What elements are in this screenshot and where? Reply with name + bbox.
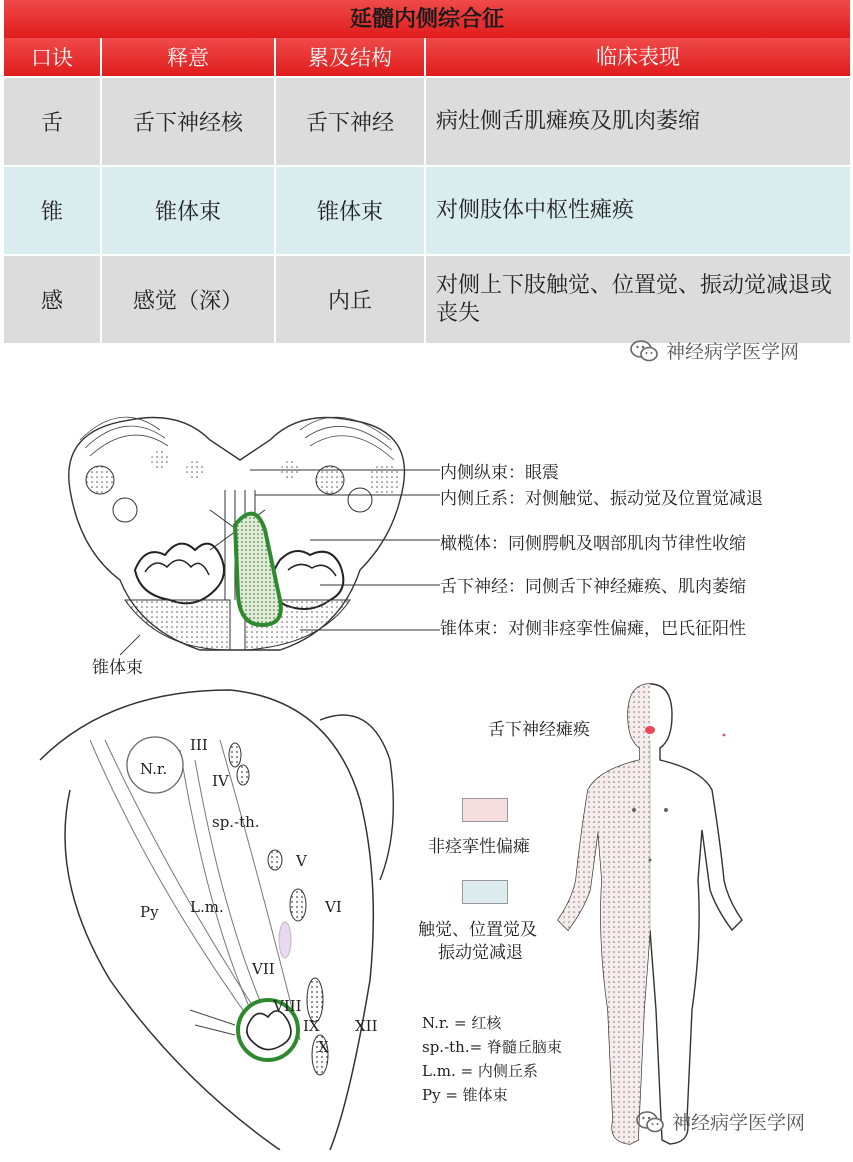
label-v: V	[296, 852, 307, 870]
legend-hemiplegia: 非痉挛性偏瘫	[428, 837, 530, 857]
cell-mnemonic: 感	[4, 256, 102, 343]
anatomy-figure	[0, 380, 853, 1162]
label-medial-lemniscus: 内侧丘系：对侧触觉、振动觉及位置觉减退	[440, 489, 763, 509]
cell-meaning: 感觉（深）	[102, 256, 276, 343]
table-row	[4, 167, 850, 256]
table-title: 延髓内侧综合征	[4, 0, 850, 38]
cell-clinical: 对侧上下肢触觉、位置觉、振动觉减退或丧失	[436, 272, 833, 326]
legend-swatch-hemiplegia	[462, 798, 508, 822]
legend-swatch-sensory	[462, 880, 508, 904]
label-xii: XII	[355, 1017, 378, 1035]
cell-structure: 内丘	[276, 256, 426, 343]
cell-clinical: 病灶侧舌肌瘫痪及肌肉萎缩	[436, 108, 701, 134]
legend-tongue-palsy: 舌下神经瘫痪	[488, 720, 590, 740]
label-x: X	[318, 1038, 329, 1056]
label-pyramid-tract: 锥体束	[92, 658, 143, 678]
label-py: Py	[140, 903, 159, 921]
medulla-section-diagram	[40, 400, 480, 680]
table-row	[4, 256, 850, 345]
header-meaning: 释意	[102, 38, 276, 76]
label-olive: 橄榄体：同侧腭帆及咽部肌肉节律性收缩	[440, 534, 746, 554]
watermark-text: 神经病学医学网	[672, 1112, 806, 1134]
label-nr: N.r.	[140, 760, 168, 778]
label-pyramidal: 锥体束：对侧非痉挛性偏瘫，巴氏征阳性	[440, 619, 746, 639]
wechat-icon	[636, 1110, 666, 1134]
watermark-top	[630, 337, 799, 364]
legend-sensory-2: 振动觉减退	[438, 943, 523, 963]
label-mlf: 内侧纵束：眼震	[440, 463, 559, 483]
table-row	[4, 78, 850, 167]
header-clinical: 临床表现	[426, 38, 850, 76]
label-spth: sp.-th.	[212, 813, 260, 831]
label-vi: VI	[325, 898, 342, 916]
label-hypoglossal: 舌下神经：同侧舌下神经瘫痪、肌肉萎缩	[440, 577, 746, 597]
table-header-row	[4, 38, 850, 78]
abbrev-py: Py = 锥体束	[422, 1086, 508, 1104]
label-lm: L.m.	[190, 898, 224, 916]
label-ix: IX	[303, 1017, 320, 1035]
cell-meaning: 舌下神经核	[102, 78, 276, 165]
label-iv: IV	[212, 772, 229, 790]
abbrev-spth: sp.-th.= 脊髓丘脑束	[422, 1038, 562, 1056]
cell-mnemonic: 舌	[4, 78, 102, 165]
label-viii: VIII	[273, 997, 302, 1015]
syndrome-table	[4, 0, 850, 345]
cell-clinical: 对侧肢体中枢性瘫痪	[436, 197, 635, 223]
cell-mnemonic: 锥	[4, 167, 102, 254]
abbrev-lm: L.m. = 内侧丘系	[422, 1062, 538, 1080]
legend-sensory-1: 触觉、位置觉及	[418, 920, 537, 940]
watermark-text: 神经病学医学网	[666, 341, 800, 363]
watermark-bottom	[636, 1108, 805, 1135]
cell-meaning: 锥体束	[102, 167, 276, 254]
abbrev-nr: N.r. = 红核	[422, 1014, 502, 1032]
header-mnemonic: 口诀	[4, 38, 102, 76]
label-iii: III	[190, 736, 208, 754]
cell-structure: 锥体束	[276, 167, 426, 254]
label-vii: VII	[252, 960, 275, 978]
cell-structure: 舌下神经	[276, 78, 426, 165]
header-structure: 累及结构	[276, 38, 426, 76]
human-body-diagram	[552, 680, 752, 1150]
wechat-icon	[630, 339, 660, 363]
